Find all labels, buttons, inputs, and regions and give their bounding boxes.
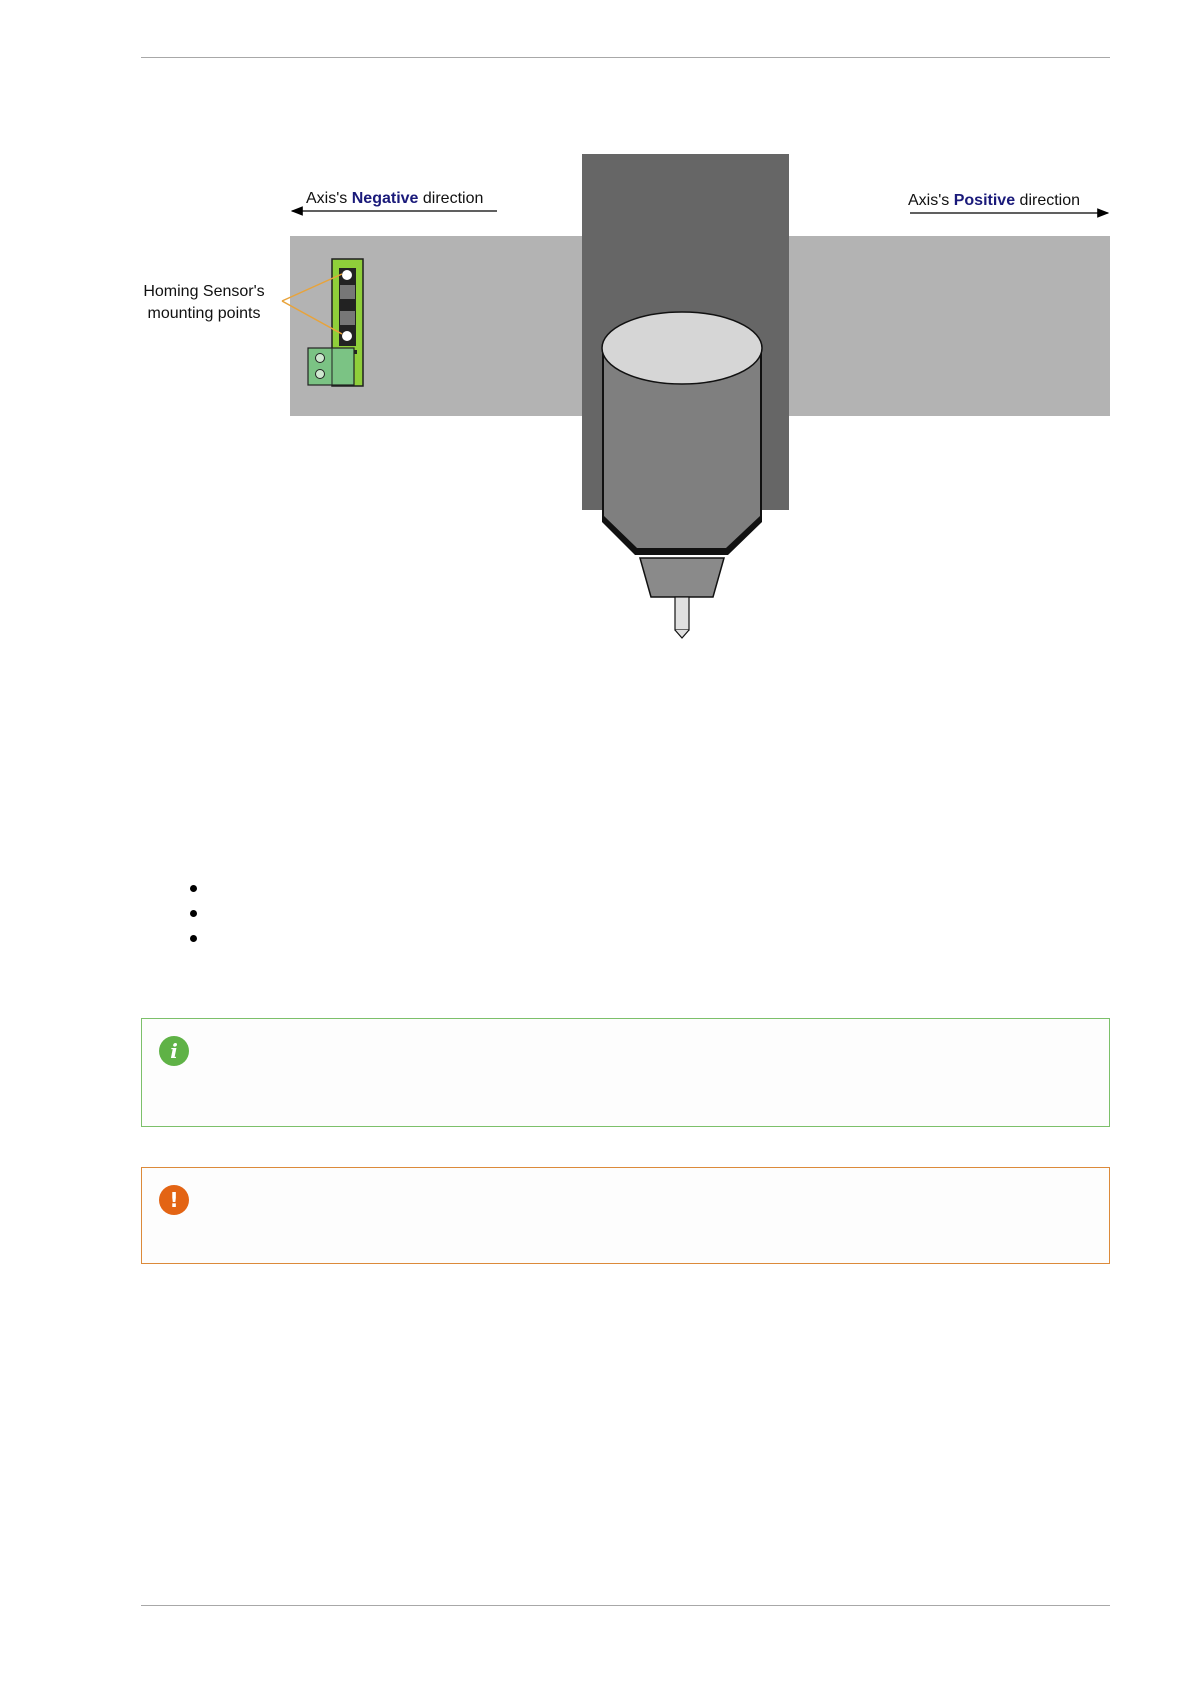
warning-icon: ! (159, 1185, 189, 1215)
homing-sensor-figure (130, 150, 1110, 650)
warning-callout (141, 1167, 1110, 1264)
info-icon: i (159, 1036, 189, 1066)
footer-rule (141, 1605, 1110, 1606)
info-callout (141, 1018, 1110, 1127)
spindle (602, 312, 762, 638)
negative-direction-label: Axis's Negative direction (306, 190, 484, 207)
header-rule (141, 57, 1110, 58)
sensor-label: Homing Sensor's mounting points (143, 283, 265, 322)
spindle-axis-diagram (130, 150, 1110, 650)
positive-direction-label: Axis's Positive direction (908, 192, 1081, 209)
